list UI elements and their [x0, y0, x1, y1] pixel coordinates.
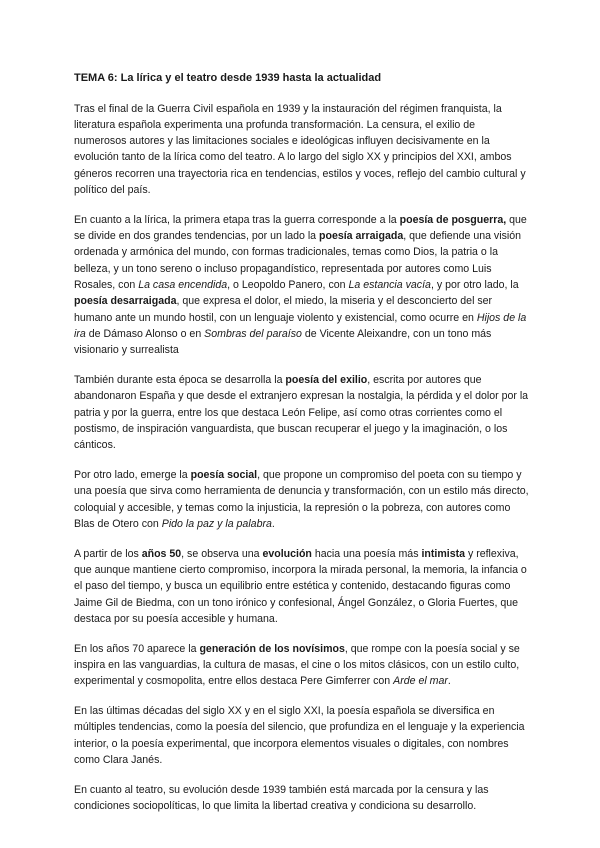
paragraph: [74, 782, 529, 815]
text-run: de Vicente Aleixandre, con un tono más visionario y surrealista: [74, 327, 492, 357]
text-run: y reflexiva, que aunque mantiene cierto compromiso, incorpora la mirada personal, la memoria, la infancia o el paso del tiempo, y busca un equilibrio entre estética y contenido, destacando figuras como Jaime Gil de Biedma, con un tono irónico y confesional, Ángel González, o Gloria Fuertes, que destaca por su poesía accesible y humana.: [74, 547, 527, 625]
text-run: .: [447, 675, 451, 688]
bold-term: años 50: [141, 547, 182, 560]
paragraph: [74, 101, 529, 199]
text-run: , se observa una: [181, 547, 263, 560]
bold-term: poesía social: [190, 468, 258, 481]
paragraph: [74, 467, 529, 532]
text-run: .: [271, 517, 275, 530]
text-run: que se divide en dos grandes tendencias, por un lado la: [74, 213, 527, 243]
bold-term: poesía arraigada: [319, 230, 404, 243]
paragraph: [74, 212, 529, 359]
work-title: La estancia vacía: [348, 278, 431, 291]
work-title: Arde el mar: [393, 675, 448, 688]
text-run: Tras el final de la Guerra Civil española en 1939 y la instauración del régimen franquista, la literatura española experimenta una profunda transformación. La censura, el exilio de numerosos autores y las limitaciones sociales e ideológicas influyen decisivamente en la evolución tanto de la lírica como del teatro. A lo largo del siglo XX y principios del XXI, ambos géneros recorren una trayectoria rica en tendencias, estilos y voces, reflejo del cambio cultural y político del país.: [74, 102, 526, 196]
document-body: [74, 101, 529, 815]
work-title: Hijos de la ira: [74, 311, 527, 340]
text-run: En las últimas décadas del siglo XX y en el siglo XXI, la poesía española se diversifica en múltiples tendencias, como la poesía del silencio, que profundiza en el lenguaje y la experiencia interior, o la poesía experimental, que incorpora elementos visuales o digitales, con nombres como Clara Janés.: [74, 705, 525, 766]
work-title: La casa encendida: [138, 278, 228, 291]
text-run: , que propone un compromiso del poeta con su tiempo y una poesía que sirva como herramienta de denuncia y transformación, con un estilo más directo, coloquial y accesible, y temas como la injusticia, la represión o la pobreza, con autores como Blas de Otero con: [74, 468, 529, 530]
work-title: Pido la paz y la palabra: [161, 517, 272, 530]
text-run: , y por otro lado, la: [430, 278, 519, 291]
text-run: , o Leopoldo Panero, con: [227, 278, 349, 291]
text-run: A partir de los: [74, 547, 142, 560]
bold-term: intimista: [421, 547, 466, 560]
text-run: En los años 70 aparece la: [74, 642, 200, 655]
paragraph: [74, 372, 529, 453]
paragraph: [74, 641, 529, 690]
bold-term: evolución: [262, 547, 312, 560]
bold-term: generación de los novísimos: [199, 642, 345, 655]
text-run: de Dámaso Alonso o en: [85, 327, 205, 340]
text-run: En cuanto al teatro, su evolución desde 1939 también está marcada por la censura y las condiciones sociopolíticas, lo que limita la libertad creativa y condiciona su desarrollo.: [74, 783, 489, 812]
paragraph: [74, 703, 529, 768]
text-run: En cuanto a la lírica, la primera etapa tras la guerra corresponde a la: [74, 213, 400, 226]
page-title: TEMA 6: La lírica y el teatro desde 1939 hasta la actualidad: [74, 72, 382, 84]
bold-term: poesía desarraigada: [74, 295, 177, 308]
text-run: , que expresa el dolor, el miedo, la miseria y el desconcierto del ser humano ante un mundo hostil, con un lenguaje violento y existencial, como ocurre en: [74, 295, 493, 324]
bold-term: poesía del exilio: [285, 373, 368, 386]
text-run: , que defiende una visión ordenada y armónica del mundo, con formas tradicionales, temas como Dios, la patria o la belleza, y un tono sereno o incluso propagandístico, representada por autores como Luis Rosales, con: [74, 230, 522, 291]
bold-term: poesía de posguerra,: [399, 213, 507, 226]
text-run: Por otro lado, emerge la: [74, 468, 191, 481]
text-run: , que rompe con la poesía social y se inspira en las vanguardias, la cultura de masas, el cine o los mitos clásicos, con un estilo culto, experimental y cosmopolita, entre ellos destaca Pere Gimferrer con: [74, 642, 520, 688]
document-page: [74, 70, 529, 828]
work-title: Sombras del paraíso: [204, 327, 302, 340]
text-run: hacia una poesía más: [311, 547, 422, 560]
text-run: , escrita por autores que abandonaron España y que desde el extranjero expresan la nostalgia, la pérdida y el dolor por la patria y por la guerra, entre los que destaca León Felipe, así como otras corrientes como el postismo, de inspiración vanguardista, que buscan recuperar el juego y la imaginación, o los cánticos.: [74, 373, 529, 452]
text-run: También durante esta época se desarrolla la: [74, 373, 286, 386]
paragraph: [74, 546, 529, 627]
